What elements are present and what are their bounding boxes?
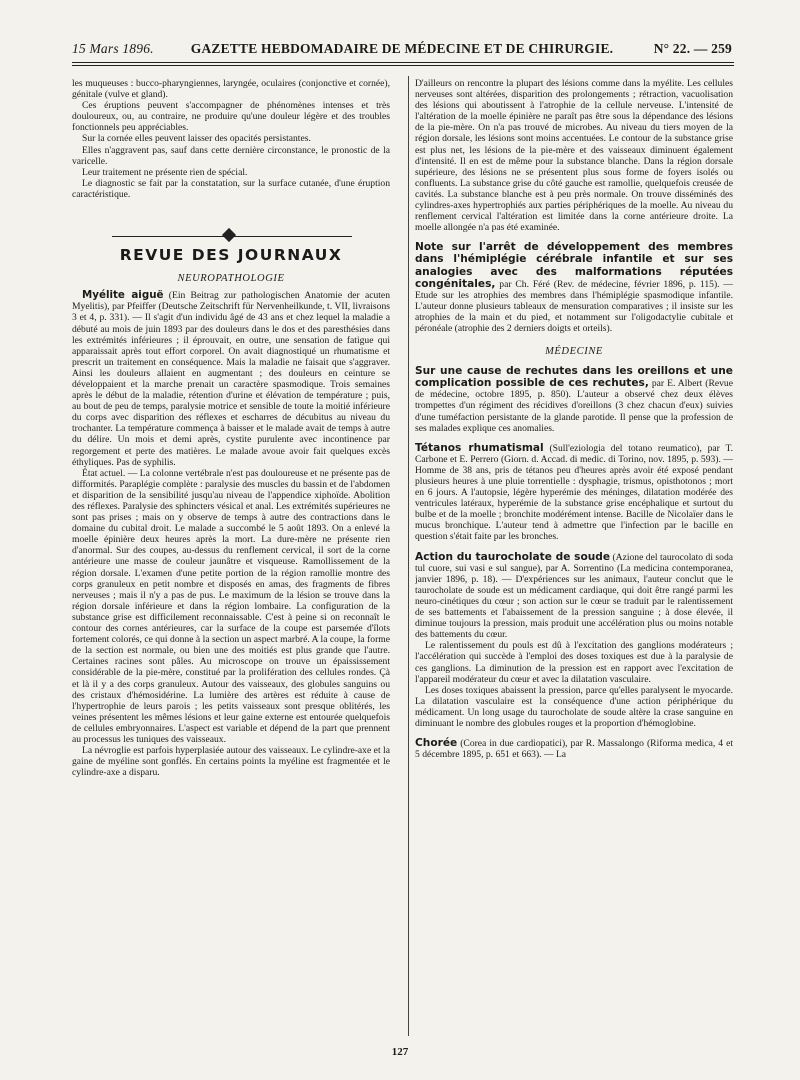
article-title: Tétanos rhumatismal [415,441,544,454]
paragraph: Leur traitement ne présente rien de spécial. [82,166,248,178]
article-body: par Ch. Féré (Rev. de médecine, février 1896, p. 115). — Etude sur les atrophies des membres dans l'hémiplégie spasmodique infantile. L'auteur donne plusieurs tableaux de mensuration comparatives ; il insiste sur les atrophies de la main et du pied, et notamment sur l'oligodactylie cubitale et péronéale (atrophie des 2 derniers doigts et orteils). [415,278,733,334]
paragraph: les muqueuses : bucco-pharyngiennes, laryngée, oculaires (conjonctive et cornée), génitale (vulve et gland). [72,78,390,101]
paragraph: La névroglie est parfois hyperplasiée autour des vaisseaux. Le cylindre-axe et la gaine de myéline sont gonflés. En certains points la myéline est fragmentée et le cylindre-axe a disparu. [72,745,390,779]
paragraph: État actuel. — La colonne vertébrale n'est pas douloureuse et ne présente pas de difformités. Paraplégie complète : paralysie des muscles du bassin et de l'abdomen et disparition de la sensibilité jusqu'au niveau de l'appendice xiphoïde. Abolition des réflexes. Paralysie des sphincters vésical et anal. Les extrémités supérieures ne sont pas prises ; mais on y observe de temps à autre des contractions dans le domaine du cubital droit. Le malade a succombé le 5 août 1893. On a enlevé la moelle épinière deux heures après la mort. La dure-mère ne présente rien d'anormal. Sur des coupes, au-dessus du renflement cervical, il sort de la corne antérieure une masse de couleur jaunâtre et visqueuse. Ramollissement de la région dorsale. L'examen d'une petite portion de la région ramollie montre des corps granuleux en petit nombre et disposés en amas, des fragments de fibres nerveuses ; mais il n'y a pas de pus. Le maximum de la lésion se trouve dans la région dorsale inférieure et dans la région lombaire. La configuration de la substance grise est difficilement reconnaissable. C'est à peine si on reconnaît le contour des cornes antérieures, car la surface de la coupe est parsemée d'îlots fortement colorés, ce qui donne à la section un aspect marbré. A la coupe, la forme de la section est normale, ou bien une des moitiés est plus grande que l'autre. Certaines racines sont pâles. Au microscope on trouve un épaississement considérable de la pie-mère, constitué par la prolifération des cellules rondes. Çà et là il y a des corps granuleux. Autour des vaisseaux, des globules sanguins ou des cristaux d'hémosidérine. La lumière des artères est réduite à cause de l'hypertrophie de leurs parois ; les petits vaisseaux sont presque oblitérés, les veines présentent les mêmes lésions et leur gaine externe est entourée quelquefois de cellules embryonnaires. L'aspect est variable et dépend de la part que prennent au processus les tuniques des vaisseaux. [72,467,390,745]
running-header [68,38,736,60]
paragraph: Ces éruptions peuvent s'accompagner de phénomènes intenses et très douloureux, ou, au contraire, ne produire qu'une douleur légère et des troubles fonctionnels peu appréciables. [72,100,390,134]
article-body: (Corea in due cardiopatici), par R. Massalongo (Riforma medica, 4 et 5 décembre 1895, p. 651 et 663). — La [415,738,733,761]
article-title: Chorée [415,737,458,750]
article-title: Note sur l'arrêt de développement des membres dans l'hémiplégie cérébrale infantile et sur ses analogies avec des malformations réputées congénitales, [415,241,733,290]
article-body: (Azione del taurocolato di soda tul cuore, sui vasi e sul sangue), par A. Sorrentino (La medicina contemporanea, janvier 1896, p. 18). — D'expériences sur les animaux, l'auteur conclut que le taurocholate de soude est un médicament cardiaque, qui doit être rangé parmi les neuro-cinétiques du cœur ; son action sur le cœur se traduit par le ralentissement de ses battements et l'abaissement de la pression sanguine ; à dose élevée, il diminue toujours la pression, mais produit une accélération plus ou moins notable des battements du cœur. [415,551,733,641]
section-title: REVUE DES JOURNAUX [119,246,343,265]
left-column [72,78,390,1033]
header-rule-bottom [72,65,734,66]
paragraph: Le ralentissement du pouls est dû à l'excitation des ganglions modérateurs ; l'accélération qui succède à l'emploi des doses toxiques est due à la paralysie de ces ganglions. La diminution de la pression est en rapport avec l'excitation de l'appareil modérateur du cœur et avec la dilatation vasculaire. [415,640,733,685]
section-ornament [112,230,352,244]
header-rule-top [72,62,734,63]
issue-number: N° 22. — 259 [653,41,732,56]
subsection-heading: MÉDECINE [545,346,603,358]
article-choree [415,737,733,760]
article-title: Myélite aiguë [82,289,164,302]
issue-date: 15 Mars 1896. [72,41,154,56]
article-body: (Ein Beitrag zur pathologischen Anatomie der acuten Myelitis), par Pfeiffer (Deutsche Zeitschrift für Nervenheilkunde, t. VII, livraisons 3 et 4, p. 331). — Il s'agit d'un individu âgé de 43 ans et chez lequel la maladie a débuté au mois de juin 1893 par des douleurs dans le dos et des paresthésies dans les extrémités inférieures ; il éprouvait, en outre, une sensation de fatigue qui apparaissait après tout effort corporel. On avait diagnostiqué un rhumatisme et prescrit un traitement en conséquence. Mais la maladie ne faisait que s'aggraver. Ainsi les douleurs allaient en augmentant ; des douleurs en ceinture se développaient et la marche prenait un caractère spasmodique. Trois semaines après le début de la maladie, rétention d'urine et élévation de température ; puis, au bout de peu de temps, paralysie motrice et sensible de toute la moitié inférieure du corps avec disparition des réflexes et escharres de décubitus au niveau du trochanter. La température commença à baisser et le malade avait de temps à autre du délire. Un mois et demi après, cystite purulente avec incontinence par regorgement et perte des matières. Le malade avoue avoir fait quelques excès éthyliques. Pas de syphilis. [72,290,390,468]
article-oreillons [415,365,733,434]
paragraph: Les doses toxiques abaissent la pression, parce qu'elles paralysent le myocarde. La dilatation vasculaire est la conséquence d'une action périphérique du médicament. Un long usage du taurocholate de soude altère la crase sanguine en diminuant le nombre des globules rouges et la proportion d'hémoglobine. [415,684,733,729]
paragraph: Sur la cornée elles peuvent laisser des opacités persistantes. [82,133,311,145]
right-column [415,78,733,1033]
paragraph: D'ailleurs on rencontre la plupart des lésions comme dans la myélite. Les cellules nerveuses sont altérées, disparition des prolongements ; rétraction, vacuolisation des lésions qui aboutissent à l'atrophie de la cellule nerveuse. L'intensité de l'altération de la moelle épinière ne paraît pas être sous la dépendance des lésions de la pie-mère. On n'a pas trouvé de microbes. Au niveau du tiers moyen de la région dorsale, les lésions sont moins accentuées. Le contour de la substance grise est plus net, les lésions de la pie-mère et des vaisseaux diminuent également d'intensité. Il en est de même pour la substance blanche. Dans la région dorsale supérieure, des lésions ne se présentent plus sous forme de foyers isolés ou confluents. La substance grise du côté gauche est ramollie, quelquefois creusée de cavités. La substance blanche est à peu près normale. On trouve disséminés des cylindres-axes hypertrophiés aux parties périphériques de la moelle. Au niveau du renflement cervical l'altération est limitée dans la corne antérieure droite. La moelle allongée n'a pas été examinée. [415,78,733,234]
column-divider [408,76,409,1036]
journal-title: GAZETTE HEBDOMADAIRE DE MÉDECINE ET DE CHIRURGIE. [190,41,614,56]
article-body: par E. Albert (Revue de médecine, octobre 1895, p. 850). L'auteur a observé chez deux élèves trompettes d'un régiment des récidives d'oreillons (3 chez chacun d'eux) suivies d'une tuméfaction persistante de la glande parotide. Il pense que la profession de ses malades explique ces anomalies. [415,378,733,434]
page-number: 127 [391,1046,409,1058]
paragraph: Elles n'aggravent pas, sauf dans cette dernière circonstance, le pronostic de la varicelle. [72,144,390,167]
article-myelite [72,290,390,468]
article-taurocholate [415,551,733,641]
article-hemiplegie [415,241,733,334]
article-title: Sur une cause de rechutes dans les oreillons et une complication possible de ces rechutes, [415,365,733,390]
article-title: Action du taurocholate de soude [415,550,611,563]
subsection-heading: NEUROPATHOLOGIE [177,273,285,285]
article-body: (Sull'eziologia del totano reumatico), par T. Carbone et E. Perrero (Giorn. d. Accad. di medic. di Torino, nov. 1895, p. 593). — Homme de 38 ans, pris de tétanos peu d'heures après avoir été exposé pendant plusieurs heures à une pluie torrentielle : dysphagie, trismus, opisthotonos ; mort en 6 jours. A l'autopsie, légère hyperémie des méninges, dilatation modérée des ventricules latéraux, hyperémie de la substance grise encéphalique et surtout du bulbe et de la moelle ; bronchite modérément intense. Bacille de Nicolaïer dans le mucus bronchique. L'auteur tend à admettre que l'infection par le bacille en question s'était faite par les bronches. [415,442,733,543]
paragraph: Le diagnostic se fait par la constatation, sur la surface cutanée, d'une éruption caractéristique. [72,177,390,200]
article-tetanos [415,442,733,543]
